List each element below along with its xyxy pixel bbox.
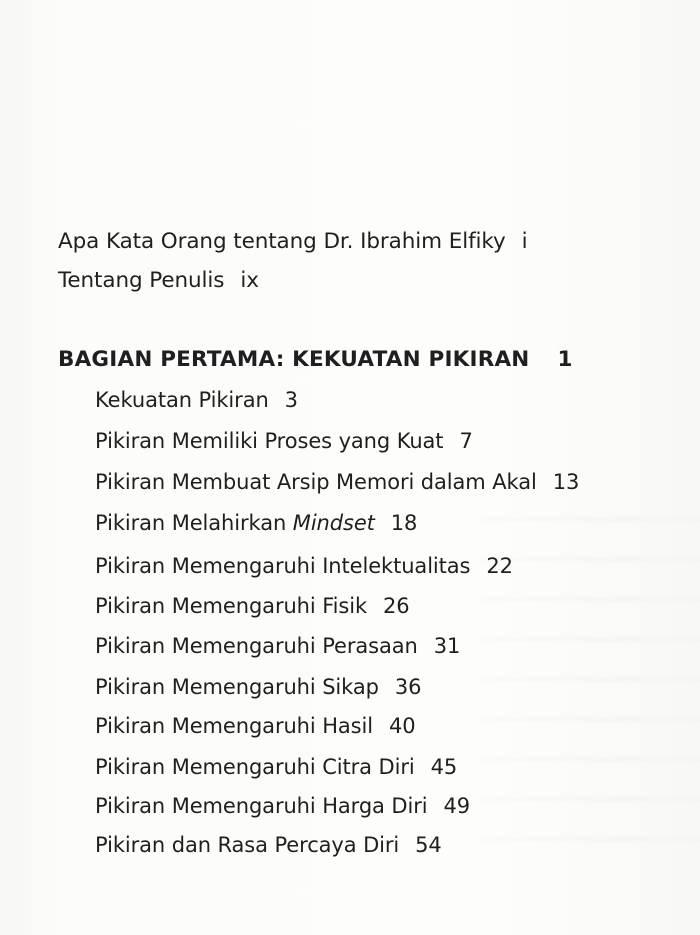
chapter-page: 13	[552, 470, 580, 494]
chapter-page: 45	[430, 755, 458, 779]
toc-entry	[58, 270, 259, 292]
chapter-page: 18	[390, 511, 418, 535]
part-heading-page: 1	[557, 347, 573, 372]
chapter-entry	[95, 757, 457, 778]
toc-entry-page: i	[521, 229, 528, 254]
show-through-text	[480, 490, 700, 850]
chapter-page: 54	[415, 833, 442, 857]
chapter-title: Pikiran Memengaruhi Fisik	[95, 594, 368, 618]
chapter-entry	[95, 556, 513, 577]
chapter-title: Pikiran Memengaruhi Perasaan	[95, 634, 418, 658]
chapter-entry	[95, 716, 416, 737]
chapter-title: Pikiran Memengaruhi Hasil	[95, 714, 373, 738]
chapter-entry	[95, 636, 460, 657]
toc-entry	[58, 231, 528, 253]
toc-entry-title: Apa Kata Orang tentang Dr. Ibrahim Elfiky	[58, 229, 506, 254]
chapter-entry	[95, 390, 298, 411]
chapter-title: Pikiran Memengaruhi Sikap	[95, 675, 379, 699]
chapter-page: 40	[388, 714, 416, 738]
chapter-title	[95, 511, 375, 535]
chapter-entry	[95, 677, 421, 698]
chapter-page: 22	[486, 554, 513, 578]
part-heading-title: BAGIAN PERTAMA: KEKUATAN PIKIRAN	[58, 347, 530, 372]
chapter-title: Pikiran Memengaruhi Citra Diri	[95, 755, 415, 779]
chapter-title: Pikiran Memengaruhi Intelektualitas	[95, 554, 471, 578]
chapter-entry	[95, 796, 470, 817]
chapter-page: 3	[284, 388, 298, 412]
chapter-entry	[95, 431, 473, 452]
toc-entry-page: ix	[240, 268, 259, 293]
chapter-page: 26	[383, 594, 410, 618]
part-heading	[58, 349, 573, 371]
chapter-title: Kekuatan Pikiran	[95, 388, 269, 412]
chapter-title-italic: Mindset	[292, 511, 375, 535]
chapter-title: Pikiran dan Rasa Percaya Diri	[95, 833, 400, 857]
chapter-title: Pikiran Membuat Arsip Memori dalam Akal	[95, 470, 537, 494]
chapter-entry	[95, 835, 442, 856]
chapter-entry	[95, 596, 410, 617]
chapter-title-prefix: Pikiran Melahirkan	[95, 511, 293, 535]
toc-entry-title: Tentang Penulis	[58, 268, 225, 293]
chapter-page: 31	[433, 634, 461, 658]
chapter-page: 7	[459, 429, 473, 453]
chapter-title: Pikiran Memengaruhi Harga Diri	[95, 794, 428, 818]
chapter-entry	[95, 513, 417, 534]
chapter-page: 36	[394, 675, 422, 699]
chapter-entry	[95, 472, 579, 493]
chapter-page: 49	[443, 794, 471, 818]
chapter-title: Pikiran Memiliki Proses yang Kuat	[95, 429, 444, 453]
